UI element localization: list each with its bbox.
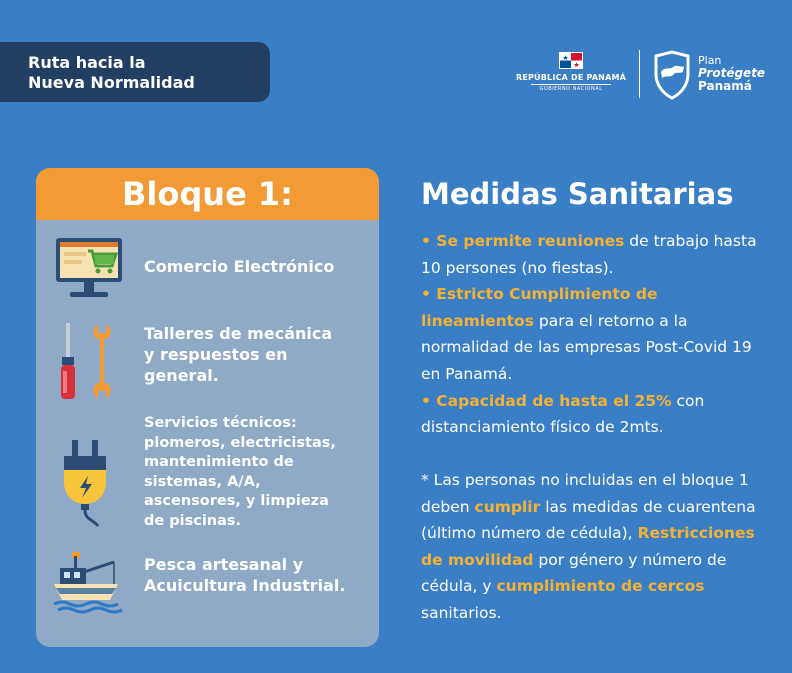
panama-flag-icon: [559, 52, 583, 69]
tools-icon: [54, 323, 124, 403]
block-item-label: Servicios técnicos: plomeros, electricistas, mantenimiento de sistemas, A/A, ascensores, y limpieza de piscinas.: [144, 415, 336, 529]
shield-icon: [652, 50, 692, 100]
gov-sub: GOBIERNO NACIONAL: [531, 84, 611, 92]
plug-icon: [54, 434, 124, 534]
block-title: Bloque 1:: [36, 168, 379, 220]
header-tag: [0, 42, 270, 102]
block-item-label: Talleres de mecánica y respuestos en general.: [144, 324, 333, 385]
plan-name-2: Panamá: [698, 79, 752, 93]
measures-title: Medidas Sanitarias: [421, 177, 734, 211]
bullet-guidelines: • Estricto Cumplimiento de lineamientos para el retorno a la normalidad de las empresas Post-Covid 19 en Panamá.: [421, 285, 752, 383]
plan-name-1: Protégete: [698, 66, 766, 80]
plan-label: Plan: [698, 54, 722, 67]
quarantine-note: * Las personas no incluidas en el bloque 1 deben cumplir las medidas de cuarentena (último número de cédula), Restricciones de movilidad por género y número de cédula, y cumplimiento de cercos sanitarios.: [421, 471, 756, 622]
block-item-label: Pesca artesanal y Acuicultura Industrial.: [144, 555, 346, 595]
gov-name: REPÚBLICA DE PANAMÁ: [515, 73, 627, 82]
bullet-capacity: • Capacidad de hasta el 25% con distanciamiento físico de 2mts.: [421, 391, 705, 437]
tag-line-2: Nueva Normalidad: [28, 73, 195, 92]
logo-divider: [639, 50, 640, 98]
block-card: [36, 168, 379, 647]
boat-icon: [52, 548, 126, 618]
bullet-meetings: • Se permite reuniones de trabajo hasta 10 persones (no fiestas).: [421, 232, 757, 277]
tag-line-1: Ruta hacia la: [28, 53, 146, 72]
government-logo: [508, 52, 634, 92]
measures-bullets: [421, 228, 761, 441]
block-item-label: Comercio Electrónico: [144, 257, 335, 276]
computer-cart-icon: [54, 234, 124, 304]
